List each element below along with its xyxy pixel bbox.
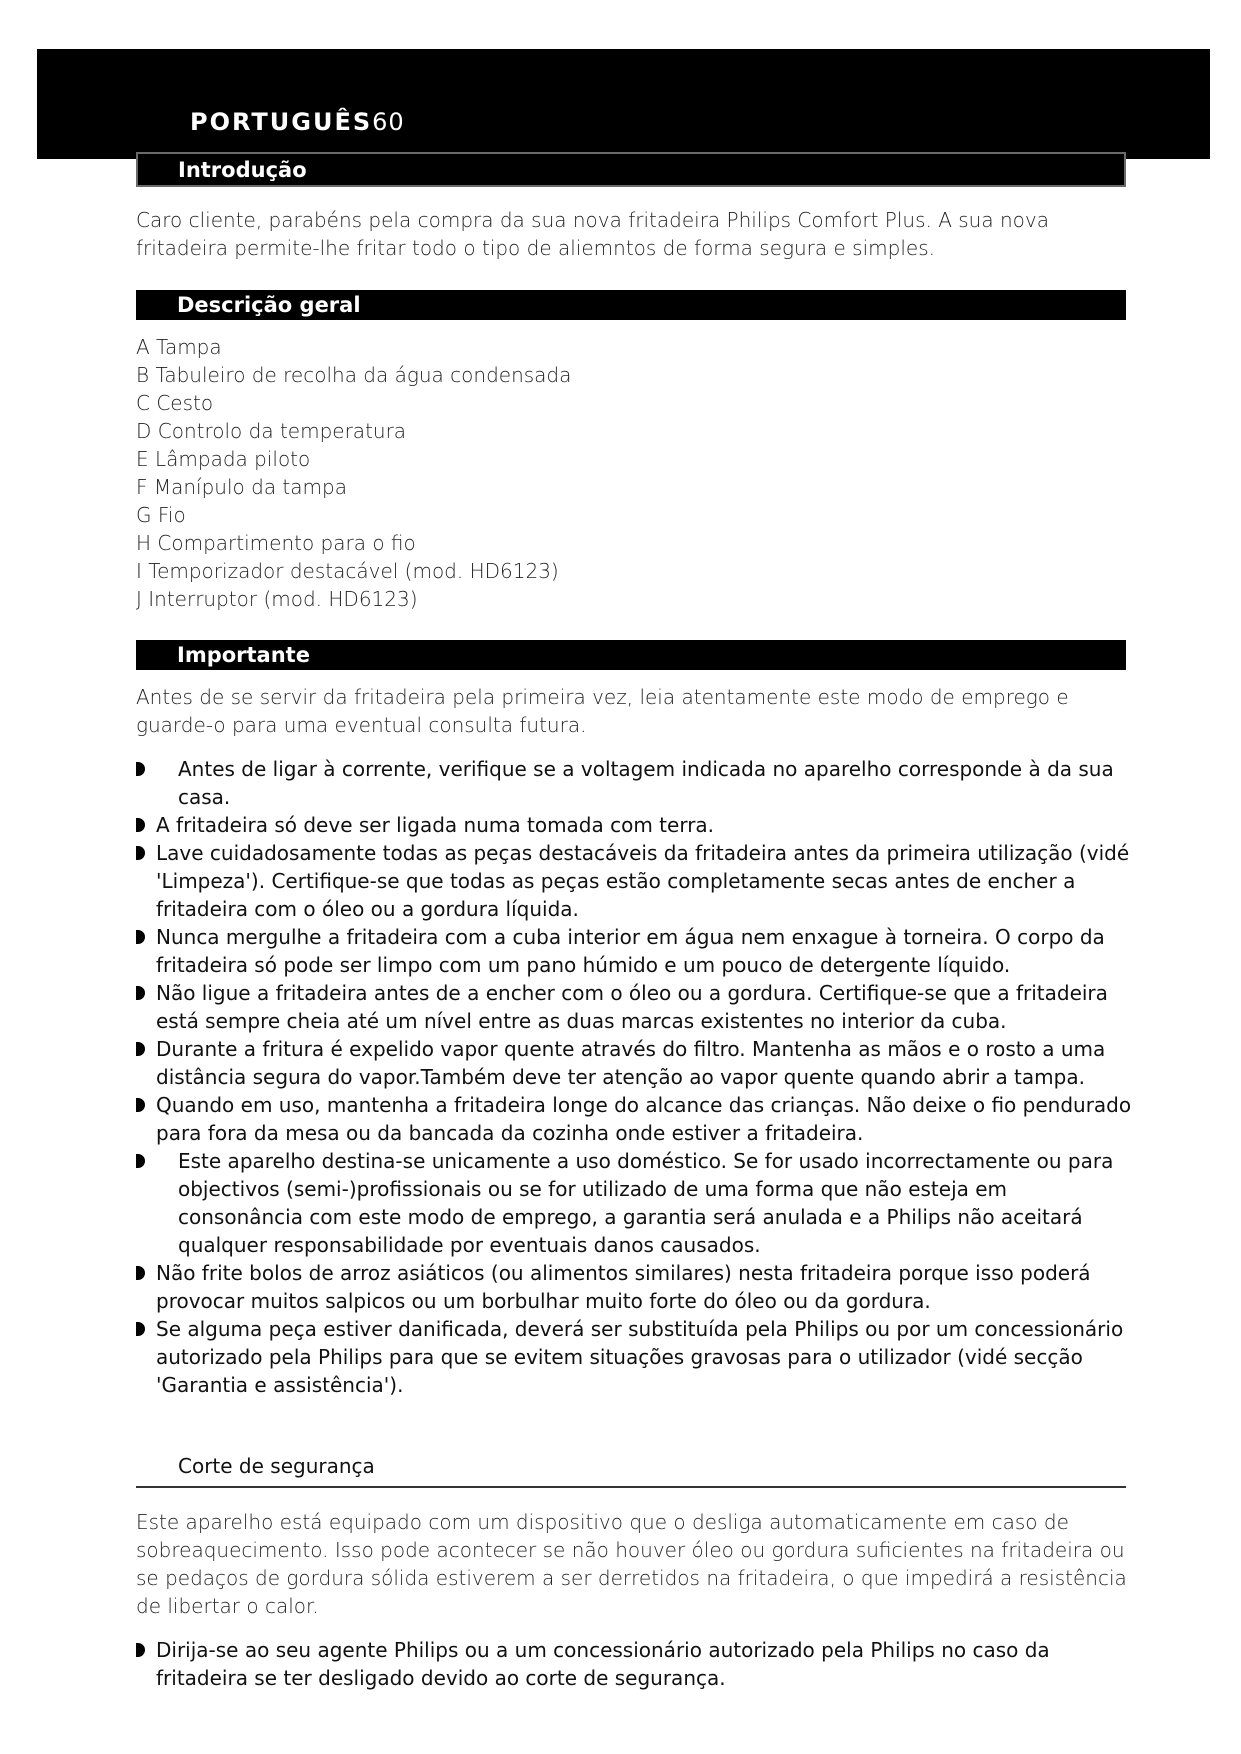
list-item: [136, 811, 1136, 839]
bullet-icon: [136, 818, 145, 832]
bullet-text: Dirija-se ao seu agente Philips ou a um concessionário autorizado pela Philips no caso da fritadeira se ter desligado devido ao corte de segurança.: [156, 1638, 1050, 1690]
list-item: B Tabuleiro de recolha da água condensada: [136, 363, 572, 387]
list-item: [136, 1259, 1136, 1315]
bullet-text: A fritadeira só deve ser ligada numa tomada com terra.: [156, 813, 715, 837]
important-bullet-list: [136, 755, 1136, 1399]
list-item: [136, 1147, 1136, 1259]
list-item: C Cesto: [136, 391, 214, 415]
subsection-title-corte: Corte de segurança: [178, 1454, 375, 1478]
bullet-text: Durante a fritura é expelido vapor quente através do filtro. Mantenha as mãos e o rosto a uma distância segura do vapor.Também deve ter atenção ao vapor quente quando abrir a tampa.: [156, 1037, 1106, 1089]
list-item: J Interruptor (mod. HD6123): [136, 587, 418, 611]
language-label: PORTUGUÊS: [190, 108, 373, 136]
list-item: [136, 1091, 1136, 1147]
bullet-text: Não ligue a fritadeira antes de a encher com o óleo ou a gordura. Certifique-se que a fritadeira está sempre cheia até um nível entre as duas marcas existentes no interior da cuba.: [156, 981, 1108, 1033]
page-number: 60: [372, 108, 405, 136]
bullet-text: Quando em uso, mantenha a fritadeira longe do alcance das crianças. Não deixe o fio pendurado para fora da mesa ou da bancada da cozinha onde estiver a fritadeira.: [156, 1093, 1132, 1145]
list-item: E Lâmpada piloto: [136, 447, 311, 471]
safety-bullet-list: [136, 1636, 1136, 1692]
list-item: [136, 923, 1136, 979]
bullet-icon: [136, 986, 145, 1000]
bullet-icon: [136, 1322, 145, 1336]
list-item: I Temporizador destacável (mod. HD6123): [136, 559, 559, 583]
bullet-icon: [136, 1098, 145, 1112]
list-item: D Controlo da temperatura: [136, 419, 407, 443]
list-item: [136, 979, 1136, 1035]
list-item: F Manípulo da tampa: [136, 475, 347, 499]
bullet-icon: [136, 1154, 145, 1168]
bullet-icon: [136, 930, 145, 944]
bullet-icon: [136, 846, 145, 860]
section-title-introducao: Introdução: [178, 158, 307, 182]
bullet-text: Nunca mergulhe a fritadeira com a cuba interior em água nem enxague à torneira. O corpo da fritadeira só pode ser limpo com um pano húmido e um pouco de detergente líquido.: [156, 925, 1105, 977]
section-title-importante: Importante: [177, 643, 310, 667]
section-bar-descricao: [136, 290, 1126, 320]
list-item: G Fio: [136, 503, 186, 527]
section-title-descricao: Descrição geral: [177, 293, 361, 317]
bullet-text: Lave cuidadosamente todas as peças destacáveis da fritadeira antes da primeira utilização (vidé 'Limpeza'). Certifique-se que todas as peças estão completamente secas antes de encher a fritadeira com o óleo ou a gordura líquida.: [156, 841, 1130, 921]
intro-paragraph: [136, 206, 1136, 262]
intro-text: Caro cliente, parabéns pela compra da sua nova fritadeira Philips Comfort Plus. A sua nova fritadeira permite-lhe fritar todo o tipo de aliemntos de forma segura e simples.: [136, 208, 1049, 260]
list-item: [136, 1636, 1136, 1692]
bullet-icon: [136, 1643, 145, 1657]
section-bar-importante: [136, 640, 1126, 670]
safety-text: Este aparelho está equipado com um dispositivo que o desliga automaticamente em caso de sobreaquecimento. Isso pode acontecer se não houver óleo ou gordura suficientes na fritadeira ou se pedaços de gordura sólida estiverem a ser derretidos na fritadeira, o que impedirá a resistência de libertar o calor.: [136, 1510, 1127, 1618]
subsection-divider: [136, 1486, 1126, 1488]
bullet-icon: [136, 1042, 145, 1056]
list-item: H Compartimento para o fio: [136, 531, 416, 555]
bullet-text: Este aparelho destina-se unicamente a uso doméstico. Se for usado incorrectamente ou para objectivos (semi-)profissionais ou se for utilizado de uma forma que não esteja em consonância com este modo de emprego, a garantia será anulada e a Philips não aceitará qualquer responsabilidade por eventuais danos causados.: [178, 1149, 1114, 1257]
overview-list: [136, 333, 1136, 613]
bullet-text: Antes de ligar à corrente, verifique se a voltagem indicada no aparelho corresponde à da sua casa.: [178, 757, 1114, 809]
important-intro-paragraph: [136, 683, 1136, 739]
overview-list-container: [136, 333, 1136, 613]
list-item: [136, 755, 1136, 811]
list-item: A Tampa: [136, 335, 222, 359]
important-intro-text: Antes de se servir da fritadeira pela primeira vez, leia atentamente este modo de emprego e guarde-o para uma eventual consulta futura.: [136, 685, 1069, 737]
bullet-text: Se alguma peça estiver danificada, deverá ser substituída pela Philips ou por um concessionário autorizado pela Philips para que se evitem situações gravosas para o utilizador (vidé secção 'Garantia e assistência').: [156, 1317, 1124, 1397]
page-header: [190, 108, 405, 136]
bullet-icon: [136, 1266, 145, 1280]
safety-paragraph: [136, 1508, 1136, 1620]
section-bar-introducao: [136, 152, 1126, 187]
list-item: [136, 1315, 1136, 1399]
bullet-icon: [136, 762, 145, 776]
header-band: [37, 49, 1210, 159]
list-item: [136, 839, 1136, 923]
bullet-text: Não frite bolos de arroz asiáticos (ou alimentos similares) nesta fritadeira porque isso poderá provocar muitos salpicos ou um borbulhar muito forte do óleo ou da gordura.: [156, 1261, 1091, 1313]
list-item: [136, 1035, 1136, 1091]
